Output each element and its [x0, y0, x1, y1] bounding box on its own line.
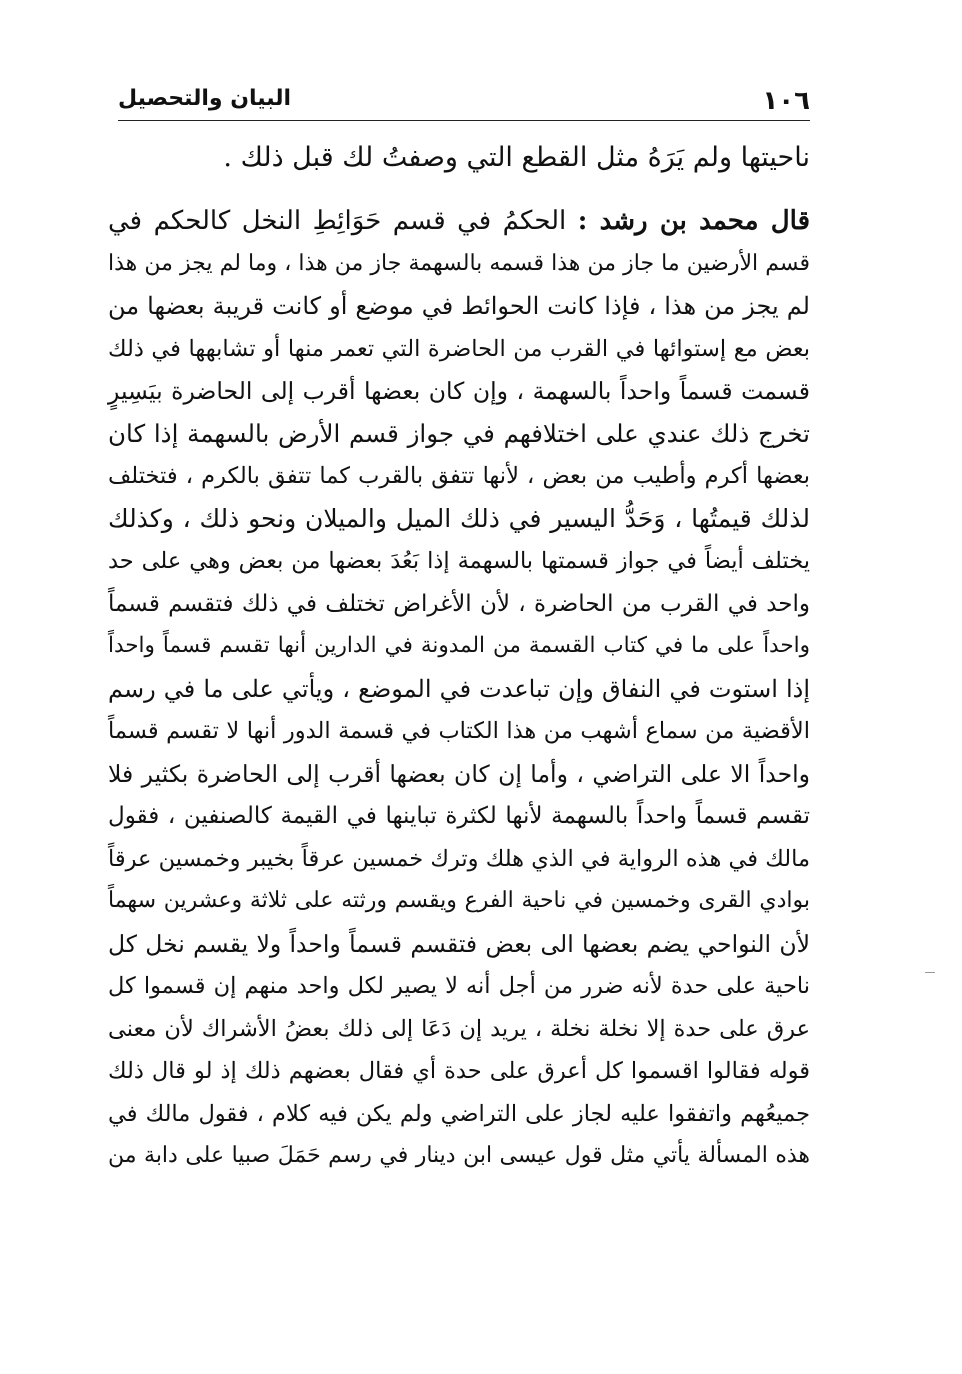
text-line-continuation: ناحيتها ولم يَرَهُ مثل القطع التي وصفتُ لك قبل ذلك .: [223, 142, 810, 173]
text-line: لم يجز من هذا ، فإذا كانت الحوائط في موضع أو كانت قريبة بعضها من: [108, 292, 810, 320]
text-line: قوله فقالوا اقسموا كل أعرق على حدة أي فقال بعضهم ذلك إذ لو قال ذلك: [108, 1058, 810, 1084]
margin-scan-mark: [925, 972, 935, 973]
text-line-opening: [108, 200, 810, 243]
text-line: لأن النواحي يضم بعضها الى بعض فتقسم قسماً واحداً ولا يقسم نخل كل: [108, 929, 810, 958]
text-line: إذا استوت في النفاق وإن تباعدت في الموضع ، ويأتي على ما في رسم: [108, 674, 810, 703]
text-line: بعض مع إستوائها في القرب من الحاضرة التي تعمر منها أو تشابهها في ذلك: [108, 335, 810, 362]
text-line: عرق على حدة إلا نخلة نخلة ، يريد إن دَعَا إلى ذلك بعضُ الأشراك لأن معنى: [108, 1015, 810, 1042]
text-line: هذه المسألة يأتي مثل قول عيسى ابن دينار في رسم حَمَلَ صبيا على دابة من: [108, 1143, 810, 1168]
text-line: قسمت قسماً واحداً بالسهمة ، وإن كان بعضها أقرب إلى الحاضرة بيَسِيرٍ: [108, 377, 810, 405]
text-line: قسم الأرضين ما جاز من هذا قسمه بالسهمة جاز من هذا ، وما لم يجز من هذا: [108, 250, 810, 276]
header-divider: [118, 120, 810, 121]
speaker-heading: قال محمد بن رشد :: [577, 206, 810, 236]
text-line: يختلف أيضاً في جواز قسمتها بالسهمة إذا بَعُدَ بعضها من بعض وهي على حد: [108, 548, 810, 574]
text-line: بعضها أكرم وأطيب من بعض ، لأنها تتفق بالقرب كما تتفق بالكرم ، فتختلف: [108, 463, 810, 489]
text-line: واحداً على ما في كتاب القسمة من المدونة في الدارين أنها تقسم قسماً واحداً: [108, 633, 810, 658]
text-line-opening-rest: الحكمُ في قسم حَوَائِطِ النخل كالحكم في: [108, 206, 567, 236]
body-text: [108, 134, 810, 1178]
text-line: تخرج ذلك عندي على اختلافهم في جواز قسم الأرض بالسهمة إذا كان: [108, 418, 810, 448]
page-number: ١٠٦: [762, 86, 810, 116]
page-header: [118, 82, 810, 118]
text-line: الأقضية من سماع أشهب من هذا الكتاب في قسمة الدور أنها لا تقسم قسماً: [108, 718, 810, 744]
text-line: لذلك قيمتُها ، وَحَدُّ اليسير في ذلك الميل والميلان ونحو ذلك ، وكذلك: [108, 503, 810, 533]
running-title: البيان والتحصيل: [118, 86, 292, 111]
text-line: واحد في القرب من الحاضرة ، لأن الأغراض تختلف في ذلك فتقسم قسماً: [108, 590, 810, 617]
text-line: واحداً الا على التراضي ، وأما إن كان بعضها أقرب إلى الحاضرة بكثير فلا: [108, 759, 810, 788]
text-line: ناحية على حدة لأنه ضرر من أجل أنه لا يصير لكل واحد منهم إن قسموا كل: [108, 973, 810, 999]
text-line: بوادي القرى وخمسين في ناحية الفرع ويقسم ورثته على ثلاثة وعشرين سهماً: [108, 888, 810, 913]
text-line: تقسم قسماً واحداً بالسهمة لأنها لكثرة تباينها في القيمة كالصنفين ، فقول: [108, 803, 810, 829]
text-line: جميعُهم واتفقوا عليه لجاز على التراضي ولم يكن فيه كلام ، فقول مالك في: [108, 1100, 810, 1127]
text-line: مالك في هذه الرواية في الذي هلك وترك خمسين عرقاً بخيبر وخمسين عرقاً: [108, 845, 810, 872]
